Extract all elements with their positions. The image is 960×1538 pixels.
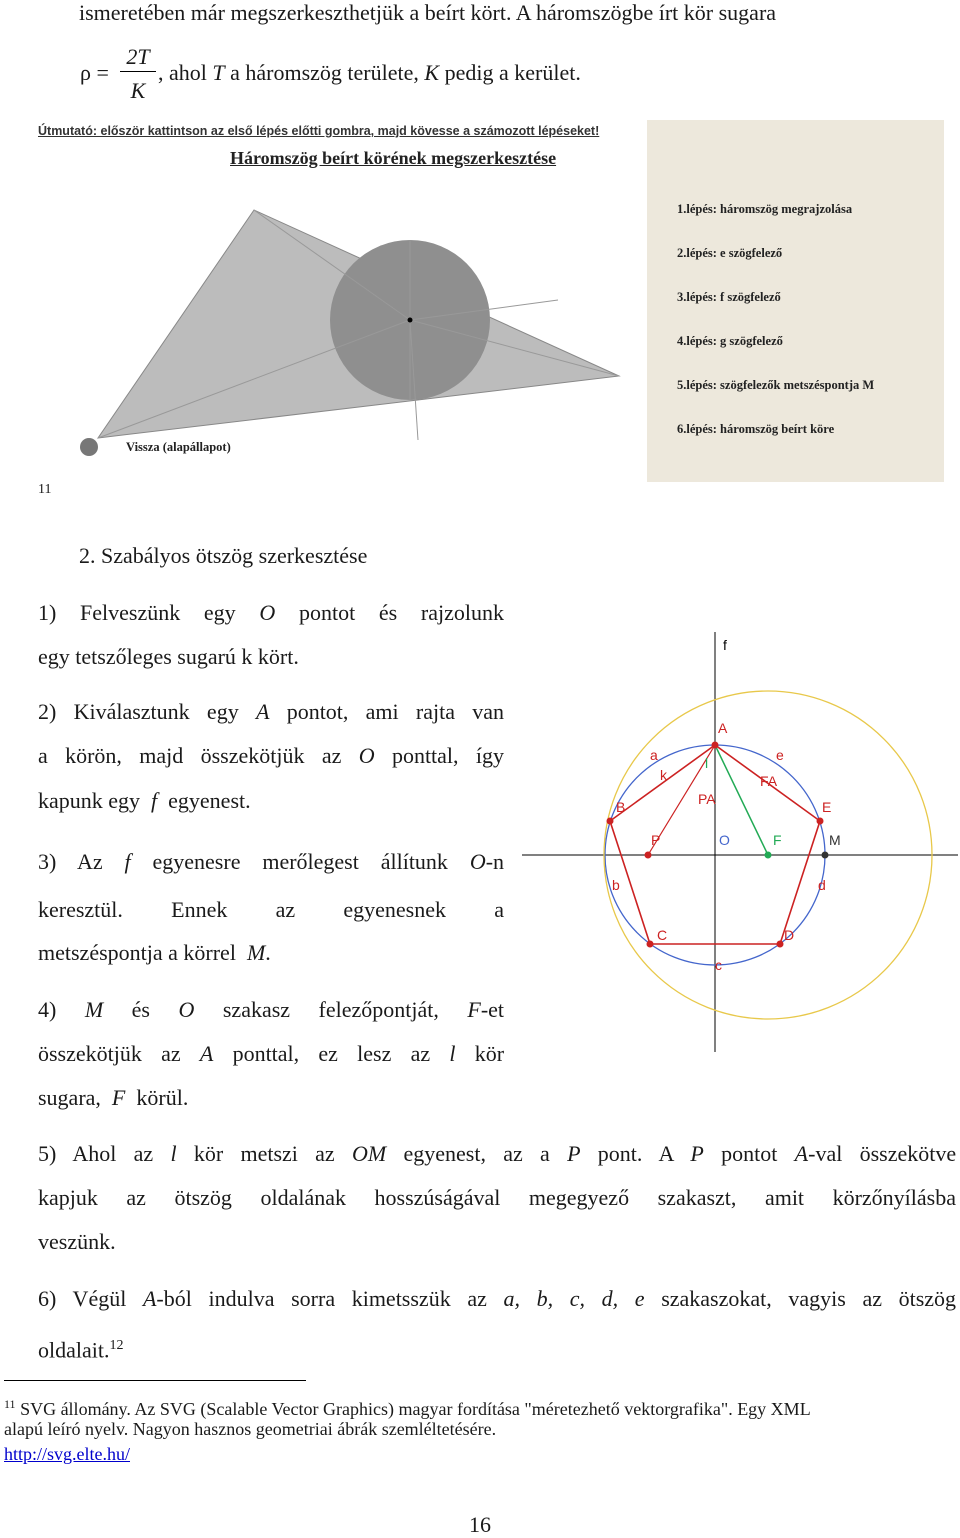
formula-explanation: , ahol T a háromszög területe, K pedig a kerület. <box>158 60 581 85</box>
label-A: A <box>718 720 728 736</box>
label-f: f <box>723 637 727 653</box>
label-F: F <box>773 832 782 848</box>
step2-line2: a körön, majd összekötjük az O ponttal, így <box>38 743 504 768</box>
pentagon-figure <box>522 628 958 1052</box>
step1-line2: egy tetszőleges sugarú k kört. <box>38 644 299 669</box>
step4-line3: sugara, F körül. <box>38 1085 189 1110</box>
label-FA: FA <box>760 773 778 789</box>
center-point <box>408 318 413 323</box>
steps-panel <box>647 120 944 482</box>
step1-line1: 1) Felveszünk egy O pontot és rajzolunk <box>38 600 505 625</box>
point-F <box>765 852 772 859</box>
label-k: k <box>660 767 667 783</box>
step2-line3: kapunk egy f egyenest. <box>38 788 251 813</box>
reset-button[interactable] <box>80 438 98 456</box>
fraction-numerator: 2T <box>126 44 150 69</box>
fraction-bar <box>120 71 156 72</box>
point-E <box>817 818 824 825</box>
page-number: 16 <box>469 1512 491 1537</box>
step6-line1: 6) Végül A-ból indulva sorra kimetsszük az a, b, c, d, e szakaszokat, vagyis az ötszög <box>38 1286 957 1311</box>
label-d: d <box>818 877 826 893</box>
step5-line1: 5) Ahol az l kör metszi az OM egyenest, az a P pont. A P pontot A-val összekötve <box>38 1141 957 1166</box>
footnote-link-line <box>4 1442 130 1466</box>
label-E: E <box>822 799 832 815</box>
step-button-3[interactable]: 3.lépés: f szögfelező <box>677 290 781 304</box>
step3-line2: keresztül. Ennek az egyenesnek a <box>38 897 504 922</box>
label-l: l <box>705 755 709 771</box>
label-e: e <box>776 747 784 763</box>
label-a: a <box>650 747 658 763</box>
label-P: P <box>651 832 661 848</box>
step-button-1[interactable]: 1.lépés: háromszög megrajzolása <box>677 202 853 216</box>
label-M: M <box>829 832 841 848</box>
applet-title: Háromszög beírt körének megszerkesztése <box>230 148 557 168</box>
step-button-5[interactable]: 5.lépés: szögfelezők metszéspontja M <box>677 378 875 392</box>
step3-line1: 3) Az f egyenesre merőlegest állítunk O-n <box>38 849 505 874</box>
section-heading: 2. Szabályos ötszög szerkesztése <box>79 543 368 568</box>
footnote-number: 11 <box>4 1397 16 1411</box>
label-B: B <box>616 799 626 815</box>
step-button-4[interactable]: 4.lépés: g szögfelező <box>677 334 783 348</box>
incircle-applet <box>38 120 944 482</box>
rho-symbol: ρ = <box>80 60 109 85</box>
intro-line: ismeretében már megszerkeszthetjük a beírt kört. A háromszögbe írt kör sugara <box>79 0 777 25</box>
step4-line1: 4) M és O szakasz felezőpontját, F-et <box>38 997 505 1022</box>
footnote-link[interactable]: http://svg.elte.hu/ <box>4 1444 130 1464</box>
label-D: D <box>784 927 795 943</box>
label-PA: PA <box>698 791 716 807</box>
step6-line2: oldalait.$^{12}$ <box>38 1337 124 1363</box>
step2-line1: 2) Kiválasztunk egy A pontot, ami rajta van <box>38 699 505 724</box>
footnote-line1: $^{11}$ SVG állomány. Az SVG (Scalable Vector Graphics) magyar fordítása "méretezhető vektorgrafika". Egy XML <box>4 1397 811 1419</box>
step3-line3: metszéspontja a körrel M. <box>38 940 271 965</box>
reset-label: Vissza (alapállapot) <box>126 440 231 454</box>
label-C: C <box>657 927 668 943</box>
triangle-canvas <box>38 120 647 482</box>
step5-line3: veszünk. <box>38 1229 116 1254</box>
point-D <box>777 941 784 948</box>
footnote-line2: alapú leíró nyelv. Nagyon hasznos geometriai ábrák szemléltetésére. <box>4 1419 497 1439</box>
figure-footnote-mark: 11 <box>38 482 52 497</box>
point-C <box>647 941 654 948</box>
point-B <box>607 818 614 825</box>
step-button-2[interactable]: 2.lépés: e szögfelező <box>677 246 783 260</box>
footnote-rule <box>4 1380 306 1381</box>
fraction-denominator: K <box>130 78 146 103</box>
label-b: b <box>612 877 620 893</box>
step5-line2: kapjuk az ötszög oldalának hosszúságával megegyező szakaszt, amit körzőnyílásba <box>38 1185 956 1210</box>
point-P <box>645 852 652 859</box>
step4-line2: összekötjük az A ponttal, ez lesz az l kör <box>38 1041 505 1066</box>
label-O: O <box>719 832 730 848</box>
step-button-6[interactable]: 6.lépés: háromszög beírt köre <box>677 422 835 436</box>
label-c: c <box>715 957 722 973</box>
point-M <box>822 852 829 859</box>
applet-hint: Útmutató: először kattintson az első lépés előtti gombra, majd kövesse a számozott lépéseket! <box>38 124 600 138</box>
footnote-ref: 12 <box>109 1338 124 1353</box>
point-A <box>712 742 719 749</box>
